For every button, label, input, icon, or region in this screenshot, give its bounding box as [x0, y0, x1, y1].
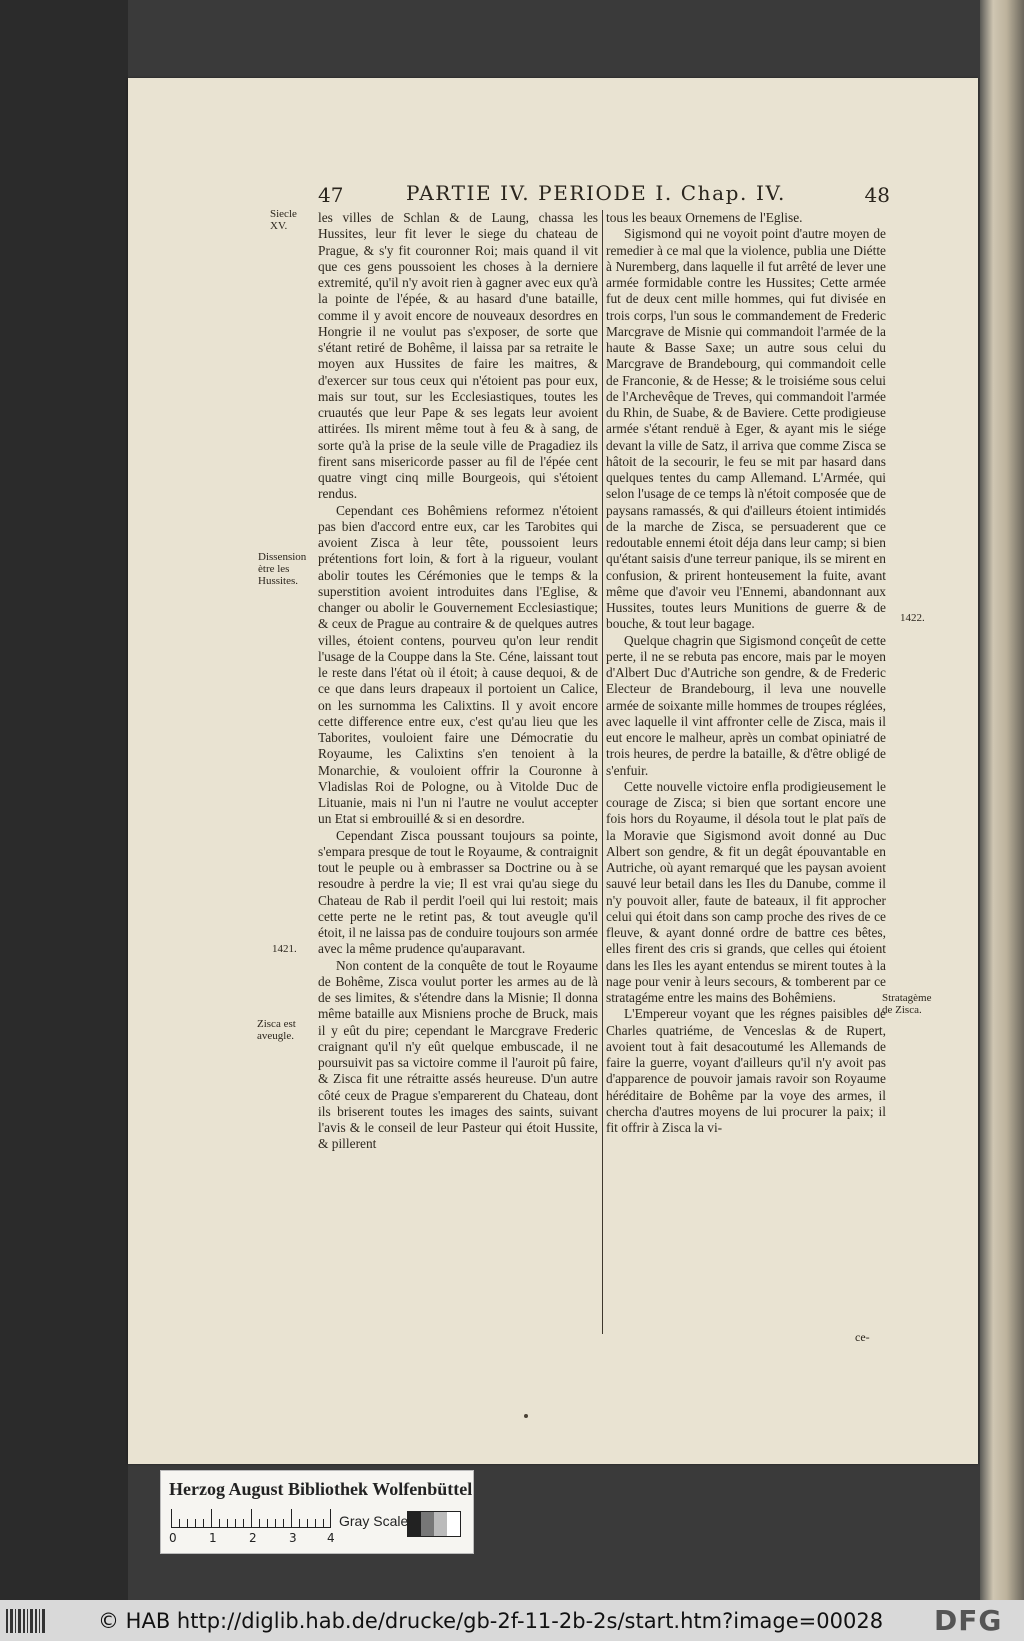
paragraph: les villes de Schlan & de Laung, chassa les Hussites, leur fit lever le siege du chateau de Prague, & s'y fit couronner Roi; mais quand il vit que ces gens poussoient les choses à la derniere extremité, qu'il n'y avoit rien à gagner avec eux qu'à la pointe de l'épée, & au hasard d'une bataille, comme il y avoit encore de nouveaux desordres en Hongrie il ne voulut pas s'exposer, de sorte que s'étant retiré de Bohême, il laissa par sa retraite le moyen aux Hussites de faire les maitres, & d'exercer sur tous ceux qui n'étoient pas pour eux, mais sur tout, sur les Ecclesiastiques, toutes les cruautés que leur Pape & ses legats leur avoient attirées. Ils mirent même tout à feu & à sang, de sorte qu'à la prise de la seule ville de Pragadiez ils firent sans misericorde passer au fil de l'épée cent quatre vingt cinq mille Bourgeois, qui s'étoient rendus.	[318, 210, 598, 502]
paragraph: Cependant Zisca poussant toujours sa pointe, s'empara presque de tout le Royaume, & contraignit tout le peuple ou à embrasser sa Doctrine ou à se resoudre à perdre la vie; Il est vrai qu'au siege du Chateau de Rab il perdit l'oeil qui lui restoit; mais cette perte ne le retint pas, & tout aveugle qu'il étoit, il ne laissa pas de conduire toujours son armée avec la même prudence qu'auparavant.	[318, 827, 598, 957]
paragraph: Non content de la conquête de tout le Royaume de Bohême, Zisca voulut porter les armes au de là de ses limites, & s'étendre dans la Misnie; Il donna même bataille aux Misniens proche de Bruck, mais il y eût du pire; cependant le Marcgrave Frederic craignant qu'il n'y eût quelque embuscade, il ne poursuivit pas sa victoire comme il l'auroit pû faire, & Zisca fit une rétraitte assés heureuse. D'un autre côté ceux de Prague s'emparerent du Chateau, dont ils briserent toutes les images des saints, suivant l'avis & le conseil de leur Pasteur qui étoit Hussite, & pillerent	[318, 957, 598, 1152]
margin-note-siecle: Siecle XV.	[270, 208, 297, 232]
margin-note-zisca-aveugle: Zisca est aveugle.	[257, 1018, 296, 1042]
paragraph: Cependant ces Bohêmiens reformez n'étoient pas bien d'accord entre eux, car les Tarobites qui avoient Zisca à leur tête, poussoient leurs prétentions fort loin, & fort à la rigueur, voulant abolir toutes les Cérémonies que le temps & la superstition avoient introduites dans l'Eglise, & changer ou abolir le Gouvernement Ecclesiastique; & ceux de Prague au contraire & de quelques autres villes, étoient contens, pourveu qu'on leur rendit l'usage de la Couppe dans la Ste. Céne, laissant tout le reste dans l'état où il étoit; à cause dequoi, & de ce que dans leurs drapeaux il portoient un Calice, on les surnomma les Calixtins. Il y avoit encore cette difference entre eux, c'est qu'au lieu que les Taborites, vouloient faire une Démocratie du Royaume, les Calixtins s'en tenoient à la Monarchie, & vouloient offrir la Couronne à Vladislas Roi de Pologne, ou à Vitolde Duc de Lituanie, mais ni l'un ni l'autre ne voulut accepter un Etat si embrouillé & si en desordre.	[318, 502, 598, 827]
next-page-edge	[980, 0, 1024, 1600]
column-divider	[602, 210, 603, 1334]
left-text-column	[318, 210, 598, 1153]
library-name: Herzog August Bibliothek Wolfenbüttel	[169, 1479, 473, 1499]
catchword: ce-	[855, 1330, 870, 1344]
paragraph: Cette nouvelle victoire enfla prodigieusement le courage de Zisca; si bien que sortant encore une fois hors du Royaume, il désola tout le plat païs de la Moravie que Sigismond avoit donné au Duc Albert son gendre, & fit un degât épouvantable en Autriche, où ayant remarqué que les paysan avoient sauvé leur betail dans les Iles du Danube, comme il n'y pouvoit aller, faute de bateaux, il fit approcher celui qui étoit dans son camp proche des rives de ce fleuve, & ayant donné ordre de battre ces bêtes, elles firent des cris si grands, que celles qui étoient dans les Iles les ayant entendus se mirent toutes à la nage pour venir à leurs secours, & tomberent par ce stratagéme entre les mains des Bohêmiens.	[606, 778, 886, 1005]
scan-background-left	[0, 0, 128, 1600]
viewer-footer	[0, 1600, 1024, 1641]
dfg-logo: DFG	[934, 1604, 1003, 1637]
margin-note-dissension: Dissension ètre les Hussites.	[258, 551, 307, 587]
paragraph: tous les beaux Ornemens de l'Eglise.	[606, 210, 803, 225]
paragraph: L'Empereur voyant que les régnes paisibles de Charles quatriéme, de Venceslas & de Rupert, avoient tout à fait desacoutumé les Allemands de faire la guerre, voyant d'ailleurs qu'il n'y avoit pas d'apparence de pouvoir jamais ravoir son Royaume héréditaire de Bohême par la voye des armes, il chercha d'autres moyens de lui procurer la paix; il fit offrir à Zisca la vi-	[606, 1006, 886, 1135]
gray-scale-swatch	[407, 1511, 461, 1537]
margin-note-year: 1421.	[272, 943, 297, 955]
library-color-strip: Herzog August Bibliothek Wolfenbüttel 0 1 2 3 4 Gray Scale	[160, 1470, 474, 1554]
paragraph: Sigismond qui ne voyoit point d'autre moyen de remedier à ce mal que la violence, publia une Diétte à Nuremberg, dans laquelle il fut arrêté de lever une armée formidable contre les Hussites; Cette armée fut de deux cent mille hommes, qui fut divisée en trois corps, l'un sous le commandement de Frederic Marcgrave de Misnie qui commandoit l'armée de la haute & Basse Saxe; un autre sous celui du Marcgrave de Brandebourg, qui commandoit celle de Franconie, & de Hesse; & le troisiéme sous celui de l'Archevêque de Treves, qui commandoit l'armée du Rhin, de Suabe, & de Baviere. Cette prodigieuse armée s'étant renduë à Eger, & ayant mis le siége devant la ville de Satz, il arriva que comme Zisca se hâtoit de la secourir, le feu se mit par hasard dans quelques tentes du camp Allemand. L'Armée, qui selon l'usage de ce temps là n'étoit composée que de paysans ramassés, & qui d'ailleurs étoient intimidés de la marche de Zisca, se persuaderent que ce redoutable ennemi étoit déja dans leur camp; si bien qu'étant saisis d'une terreur panique, ils se mirent en confusion, & prirent honteusement la fuite, avant même que d'avoir veu l'Ennemi, abandonnant aux Hussites, toutes leurs Munitions de guerre & de bouche, & tout leur bagage.	[606, 226, 886, 632]
page-header	[318, 183, 890, 209]
barcode-icon	[6, 1609, 46, 1633]
page-number-right: 48	[864, 183, 890, 207]
source-url-link[interactable]: © HAB http://diglib.hab.de/drucke/gb-2f-11-2b-2s/start.htm?image=00028	[98, 1609, 884, 1633]
gray-scale-label: Gray Scale	[339, 1513, 409, 1529]
page-speck	[524, 1414, 528, 1418]
margin-note-stratageme: Stratagème de Zisca.	[882, 992, 932, 1016]
running-title: PARTIE IV. PERIODE I. Chap. IV.	[406, 181, 786, 205]
scale-ruler	[171, 1509, 331, 1528]
page-number-left: 47	[318, 183, 344, 207]
paragraph: Quelque chagrin que Sigismond conçeût de cette perte, il ne se rebuta pas encore, mais par le moyen d'Albert Duc d'Autriche son gendre, & de Frederic Electeur de Brandebourg, il leva une nouvelle armée de soixante mille hommes de troupes réglées, avec laquelle il vint affronter celle de Zisca, mais il eut encore le malheur, après un combat opiniatré de trois heures, de perdre la bataille, & d'être obligé de s'enfuir.	[606, 632, 886, 778]
margin-note-year: 1422.	[900, 612, 925, 624]
right-text-column	[606, 210, 886, 1136]
